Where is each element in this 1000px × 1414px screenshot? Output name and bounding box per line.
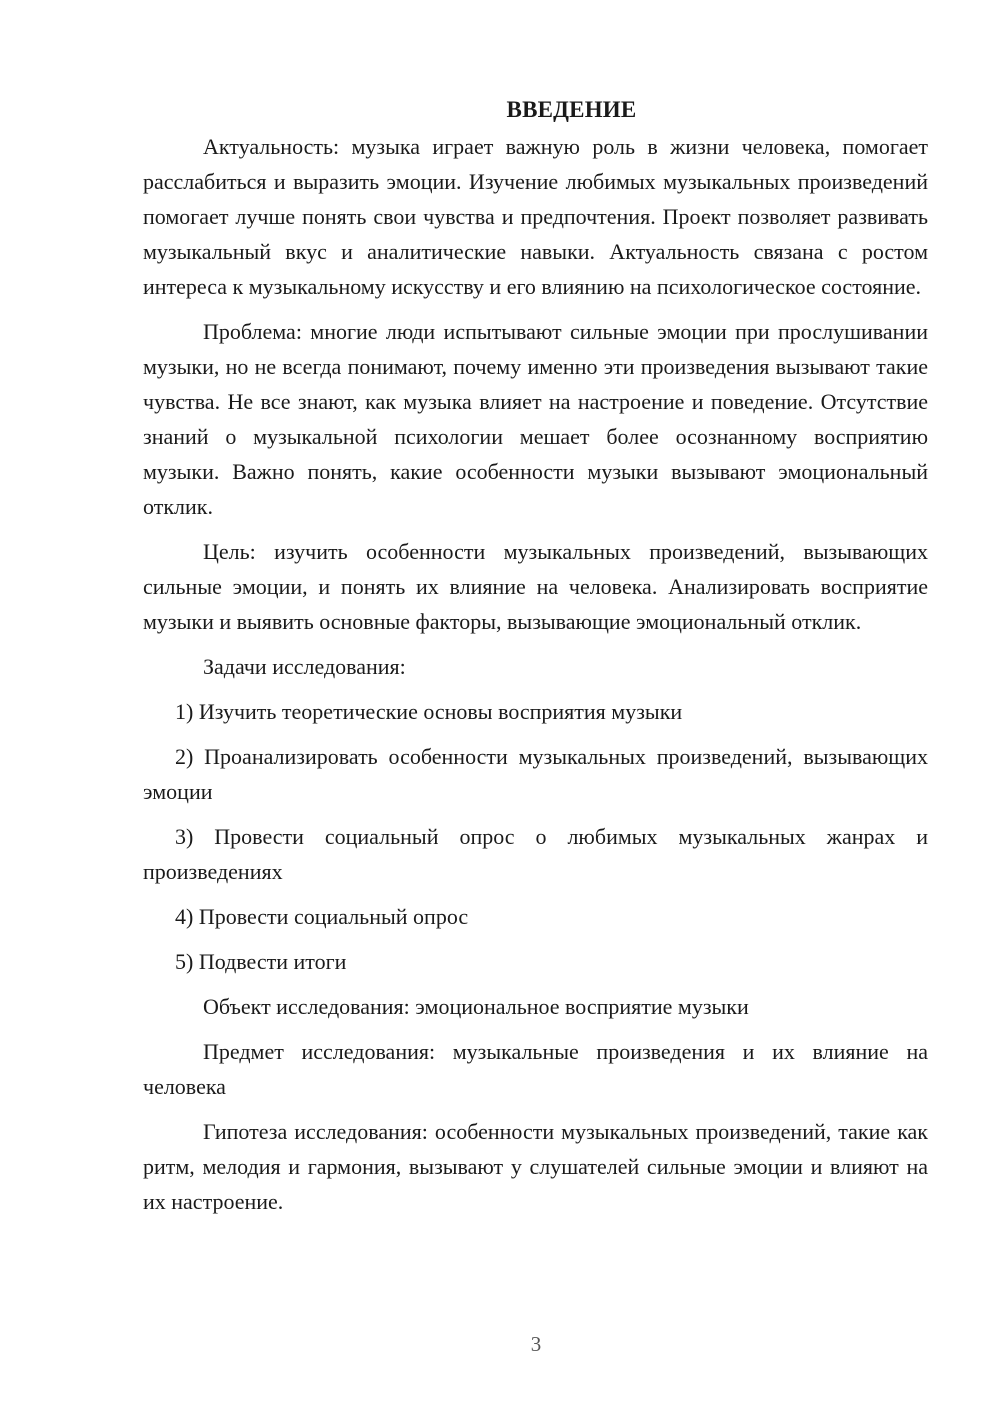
relevance-paragraph: Актуальность: музыка играет важную роль в жизни человека, помогает расслабиться и выразить эмоции. Изучение любимых музыкальных произведений помогает лучше понять свои чувства и предпочтения. Проект позволяет развивать музыкальный вкус и аналитические навыки. Актуальность связана с ростом интереса к музыкальному искусству и его влиянию на психологическое состояние. (143, 134, 928, 299)
task-item: 3) Провести социальный опрос о любимых музыкальных жанрах и произведениях (143, 824, 928, 884)
hypothesis-paragraph: Гипотеза исследования: особенности музыкальных произведений, такие как ритм, мелодия и гармония, вызывают у слушателей сильные эмоции и влияют на их настроение. (143, 1119, 928, 1214)
task-item: 1) Изучить теоретические основы восприятия музыки (175, 699, 683, 724)
goal-paragraph: Цель: изучить особенности музыкальных произведений, вызывающих сильные эмоции, и понять их влияние на человека. Анализировать восприятие музыки и выявить основные факторы, вызывающие эмоциональный отклик. (143, 539, 928, 634)
subject-paragraph: Предмет исследования: музыкальные произведения и их влияние на человека (143, 1039, 928, 1099)
document-page (143, 92, 928, 1229)
task-item: 5) Подвести итоги (175, 949, 347, 974)
section-heading: ВВЕДЕНИЕ (506, 97, 637, 122)
object-paragraph: Объект исследования: эмоциональное восприятие музыки (203, 994, 749, 1019)
task-item: 2) Проанализировать особенности музыкальных произведений, вызывающих эмоции (143, 744, 928, 804)
task-item: 4) Провести социальный опрос (175, 904, 469, 929)
tasks-list (143, 694, 928, 979)
page-number: 3 (530, 1332, 542, 1356)
problem-paragraph: Проблема: многие люди испытывают сильные эмоции при прослушивании музыки, но не всегда понимают, почему именно эти произведения вызывают такие чувства. Не все знают, как музыка влияет на настроение и поведение. Отсутствие знаний о музыкальной психологии мешает более осознанному восприятию музыки. Важно понять, какие особенности музыки вызывают эмоциональный отклик. (143, 319, 928, 519)
tasks-title: Задачи исследования: (203, 654, 406, 679)
